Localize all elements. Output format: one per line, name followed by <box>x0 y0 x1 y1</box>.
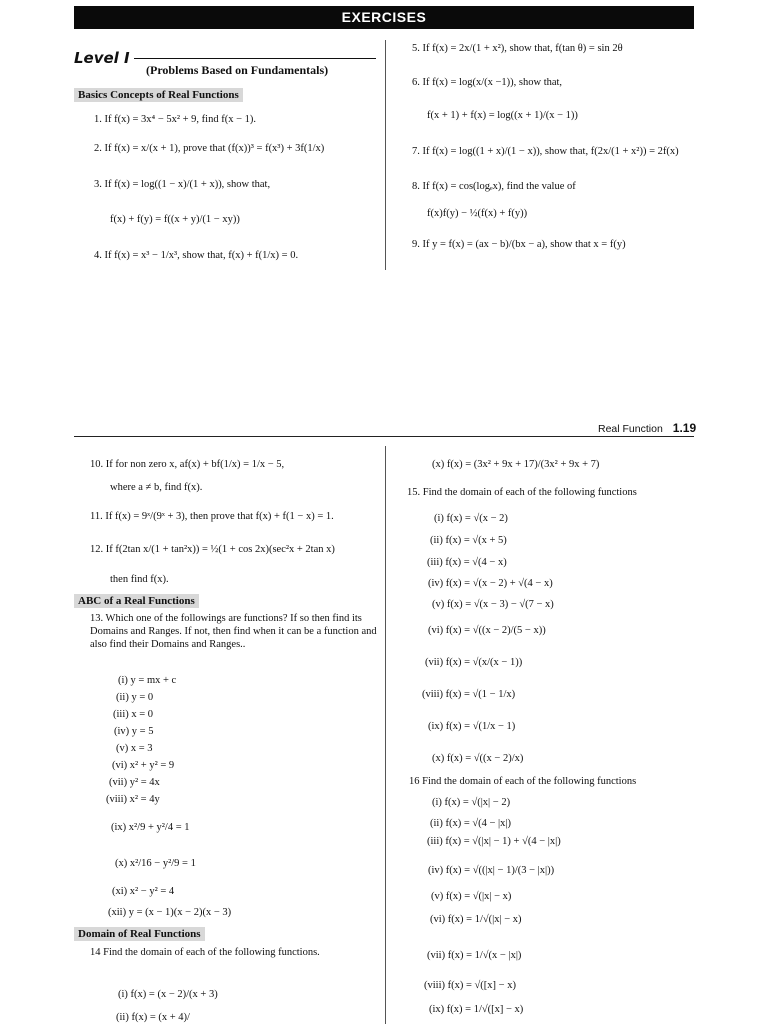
question-13-vii: (vii) y² = 4x <box>109 777 160 788</box>
question-15-viii: (viii) f(x) = √(1 − 1/x) <box>422 689 516 700</box>
page-separator <box>74 436 694 437</box>
question-16-viii: (viii) f(x) = √([x] − x) <box>424 980 516 991</box>
question-10-continued: where a ≠ b, find f(x). <box>110 482 203 493</box>
question-14-ii: (ii) f(x) = (x + 4)/ <box>116 1012 190 1023</box>
question-15-x: (x) f(x) = √((x − 2)/x) <box>432 753 524 764</box>
question-13: 13. Which one of the followings are functions? If so then find its Domains and Ranges. If not, then find when it can be a function and also find their Domains and Ranges.. <box>90 613 377 650</box>
running-head-title: Real Function <box>598 423 663 435</box>
question-13-i: (i) y = mx + c <box>118 675 177 686</box>
question-15-i: (i) f(x) = √(x − 2) <box>434 513 508 524</box>
question-13-xii: (xii) y = (x − 1)(x − 2)(x − 3) <box>108 907 232 918</box>
question-15-vii: (vii) f(x) = √(x/(x − 1)) <box>425 657 523 668</box>
question-12: 12. If f(2tan x/(1 + tan²x)) = ½(1 + cos 2x)(sec²x + 2tan x) <box>90 544 335 555</box>
question-3-continued: f(x) + f(y) = f((x + y)/(1 − xy)) <box>110 214 240 225</box>
question-13-ix: (ix) x²/9 + y²/4 = 1 <box>111 822 190 833</box>
question-11: 11. If f(x) = 9ˣ/(9ˣ + 3), then prove that f(x) + f(1 − x) = 1. <box>90 511 334 522</box>
question-16: 16 Find the domain of each of the following functions <box>409 776 637 787</box>
question-16-vi: (vi) f(x) = 1/√(|x| − x) <box>430 914 522 925</box>
question-13-ii: (ii) y = 0 <box>116 692 154 703</box>
section-abc: ABC of a Real Functions <box>74 594 199 608</box>
question-15-iv: (iv) f(x) = √(x − 2) + √(4 − x) <box>428 578 553 589</box>
question-15-v: (v) f(x) = √(x − 3) − √(7 − x) <box>432 599 554 610</box>
question-14-i: (i) f(x) = (x − 2)/(x + 3) <box>118 989 218 1000</box>
level-subtitle: (Problems Based on Fundamentals) <box>146 63 329 77</box>
question-13-iv: (iv) y = 5 <box>114 726 154 737</box>
question-1: 1. If f(x) = 3x⁴ − 5x² + 9, find f(x − 1). <box>94 114 257 125</box>
column-divider-bottom <box>385 446 386 1024</box>
section-domain: Domain of Real Functions <box>74 927 205 941</box>
question-6-continued: f(x + 1) + f(x) = log((x + 1)/(x − 1)) <box>427 110 578 121</box>
question-16-v: (v) f(x) = √(|x| − x) <box>431 891 512 902</box>
question-16-ii: (ii) f(x) = √(4 − |x|) <box>430 818 511 829</box>
question-8: 8. If f(x) = cos(logₑx), find the value of <box>412 181 576 192</box>
question-16-vii: (vii) f(x) = 1/√(x − |x|) <box>427 950 522 961</box>
question-8-continued: f(x)f(y) − ½(f(x) + f(y)) <box>427 208 528 219</box>
question-2: 2. If f(x) = x/(x + 1), prove that (f(x))³ = f(x³) + 3f(1/x) <box>94 143 325 154</box>
question-6: 6. If f(x) = log(x/(x −1)), show that, <box>412 77 563 88</box>
question-16-iii: (iii) f(x) = √(|x| − 1) + √(4 − |x|) <box>427 836 561 847</box>
question-13-viii: (viii) x² = 4y <box>106 794 160 805</box>
page-number: 1.19 <box>672 421 697 435</box>
question-15-ix: (ix) f(x) = √(1/x − 1) <box>428 721 516 732</box>
question-7: 7. If f(x) = log((1 + x)/(1 − x)), show that, f(2x/(1 + x²)) = 2f(x) <box>412 146 679 157</box>
question-13-x: (x) x²/16 − y²/9 = 1 <box>115 858 196 869</box>
question-4: 4. If f(x) = x³ − 1/x³, show that, f(x) + f(1/x) = 0. <box>94 250 299 261</box>
question-15-ii: (ii) f(x) = √(x + 5) <box>430 535 507 546</box>
question-9: 9. If y = f(x) = (ax − b)/(bx − a), show that x = f(y) <box>412 239 626 250</box>
question-13-vi: (vi) x² + y² = 9 <box>112 760 175 771</box>
section-basics: Basics Concepts of Real Functions <box>74 88 243 102</box>
running-head <box>598 421 696 435</box>
question-15-vi: (vi) f(x) = √((x − 2)/(5 − x)) <box>428 625 546 636</box>
question-16-i: (i) f(x) = √(|x| − 2) <box>432 797 511 808</box>
question-16-ix: (ix) f(x) = 1/√([x] − x) <box>429 1004 524 1015</box>
question-13-iii: (iii) x = 0 <box>113 709 154 720</box>
level-rule <box>134 58 376 59</box>
question-3: 3. If f(x) = log((1 − x)/(1 + x)), show that, <box>94 179 271 190</box>
question-13-v: (v) x = 3 <box>116 743 153 754</box>
exercises-header: EXERCISES <box>74 6 694 29</box>
column-divider-top <box>385 40 386 270</box>
question-16-iv: (iv) f(x) = √((|x| − 1)/(3 − |x|)) <box>428 865 555 876</box>
question-10: 10. If for non zero x, af(x) + bf(1/x) = 1/x − 5, <box>90 459 285 470</box>
level-label: Level I <box>74 49 130 67</box>
question-12-continued: then find f(x). <box>110 574 169 585</box>
question-5: 5. If f(x) = 2x/(1 + x²), show that, f(tan θ) = sin 2θ <box>412 43 623 54</box>
question-14-x: (x) f(x) = (3x² + 9x + 17)/(3x² + 9x + 7) <box>432 459 600 470</box>
question-15: 15. Find the domain of each of the following functions <box>407 487 637 498</box>
question-14: 14 Find the domain of each of the following functions. <box>90 947 320 958</box>
question-13-xi: (xi) x² − y² = 4 <box>112 886 175 897</box>
question-15-iii: (iii) f(x) = √(4 − x) <box>427 557 507 568</box>
